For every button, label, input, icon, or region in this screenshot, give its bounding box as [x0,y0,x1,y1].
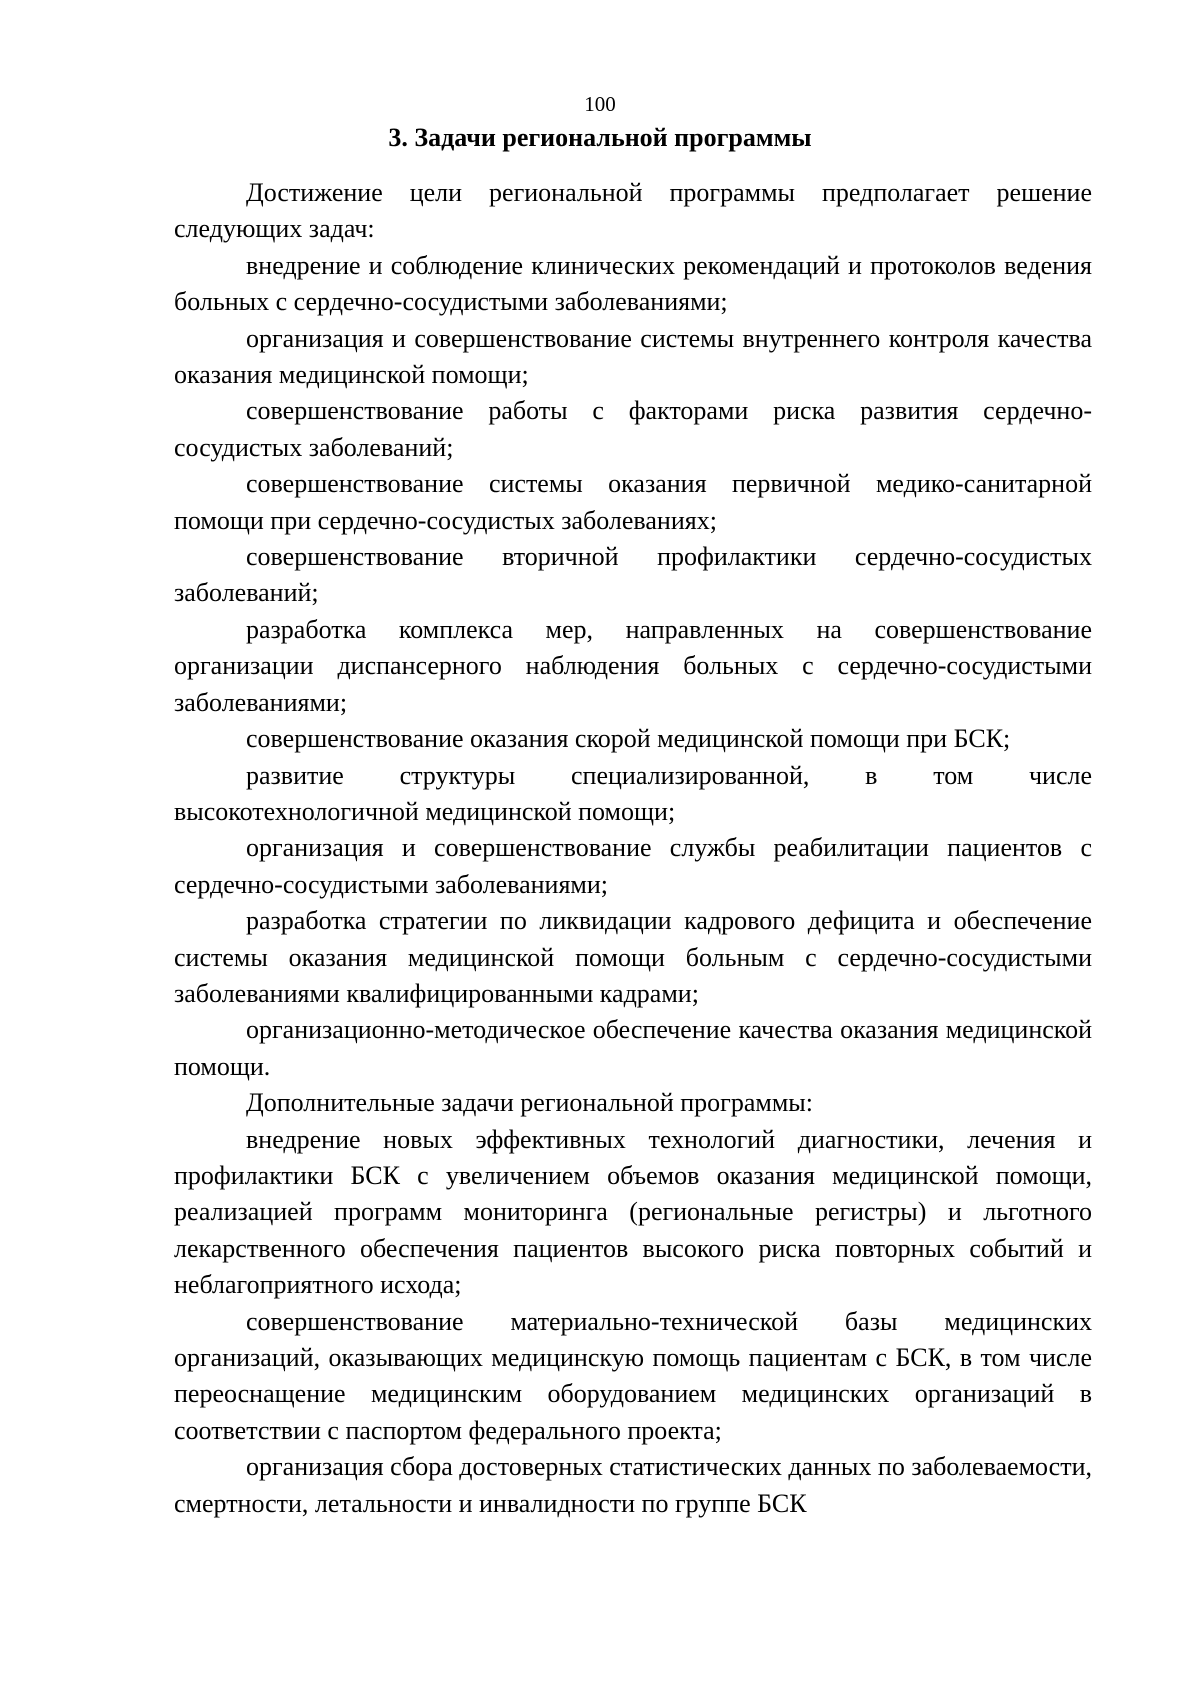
paragraph-task: совершенствование работы с факторами риска развития сердечно-сосудистых заболеваний; [174,396,1092,462]
paragraph-task: внедрение и соблюдение клинических рекомендаций и протоколов ведения больных с сердечно-сосудистыми заболеваниями; [174,250,1092,317]
paragraph-task: развитие структуры специализированной, в том числе высокотехнологичной медицинской помощи; [174,760,1092,826]
paragraph-additional-intro: Дополнительные задачи региональной программы: [246,1088,813,1118]
paragraph-additional-task: организация сбора достоверных статистических данных по заболеваемости, смертности, летальности и инвалидности по группе БСК [174,1452,1092,1518]
paragraph-additional-task: совершенствование материально-технической базы медицинских организаций, оказывающих медицинскую помощь пациентам с БСК, в том числе переоснащение медицинским оборудованием медицинских организаций в соответствии с паспортом федерального проекта; [174,1306,1092,1445]
paragraph-task: совершенствование системы оказания первичной медико-санитарной помощи при сердечно-сосудистых заболеваниях; [174,469,1092,535]
paragraph-task: разработка стратегии по ликвидации кадрового дефицита и обеспечение системы оказания медицинской помощи больным с сердечно-сосудистыми заболеваниями квалифицированными кадрами; [174,906,1092,1008]
paragraph-task: совершенствование вторичной профилактики сердечно-сосудистых заболеваний; [174,542,1092,608]
paragraph-task: совершенствование оказания скорой медицинской помощи при БСК; [246,724,1011,754]
body-text [174,175,1092,1522]
paragraph-task: организация и совершенствование службы реабилитации пациентов с сердечно-сосудистыми заболеваниями; [174,833,1092,899]
paragraph-task: организация и совершенствование системы внутреннего контроля качества оказания медицинской помощи; [174,323,1092,390]
paragraph-task: организационно-методическое обеспечение качества оказания медицинской помощи. [174,1015,1092,1081]
paragraph-additional-task: внедрение новых эффективных технологий диагностики, лечения и профилактики БСК с увеличением объемов оказания медицинской помощи, реализацией программ мониторинга (региональные регистры) и льготного лекарственного обеспечения пациентов высокого риска повторных событий и неблагоприятного исхода; [174,1124,1092,1300]
paragraph-task: разработка комплекса мер, направленных на совершенствование организации диспансерного наблюдения больных с сердечно-сосудистыми заболеваниями; [174,614,1092,717]
paragraph-intro: Достижение цели региональной программы предполагает решение следующих задач: [174,178,1092,244]
page-number: 100 [584,92,616,116]
section-title: 3. Задачи региональной программы [388,123,812,152]
